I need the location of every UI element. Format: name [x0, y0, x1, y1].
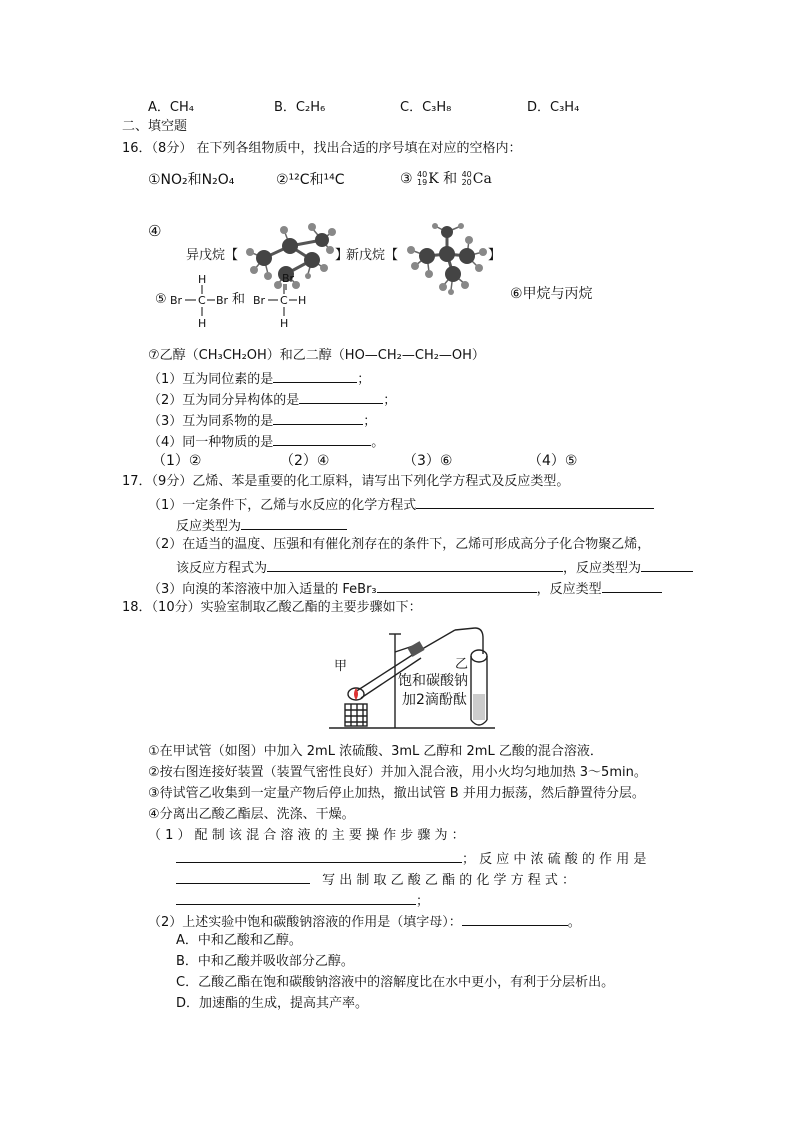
q15-option-b: B．C₂H₆ [274, 100, 326, 115]
q16-ask4-period: 。 [371, 435, 385, 450]
q17-part1-blank[interactable] [416, 494, 654, 509]
q16-item3 [400, 168, 492, 190]
q16-ask2 [148, 389, 396, 410]
q17-part3-text: （3）向溴的苯溶液中加入适量的 FeBr₃ [148, 582, 377, 597]
section-heading: 二、填空题 [122, 119, 188, 134]
q15-option-a: A．CH₄ [148, 100, 194, 115]
k-isotope-numbers [417, 171, 427, 187]
q17-part1-type [176, 515, 347, 536]
svg-text:H: H [298, 294, 307, 307]
q16-ask2-blank[interactable] [299, 389, 383, 404]
q16-ask3 [148, 410, 376, 431]
q18-stem: 18．（10分）实验室制取乙酸乙酯的主要步骤如下： [122, 600, 422, 615]
q18-part1-equation-blank[interactable] [176, 890, 416, 905]
q17-part3-blank[interactable] [377, 578, 537, 593]
q17-part2-equation-blank[interactable] [267, 557, 563, 572]
neopentane-bracket: 】 [488, 248, 502, 263]
q15-option-d: D．C₃H₄ [527, 100, 580, 115]
q18-part2-blank[interactable] [462, 911, 568, 926]
q16-item5-and: 和 [232, 292, 246, 307]
k-atomic-number: 19 [417, 178, 428, 187]
svg-text:H: H [198, 273, 207, 286]
isopentane-label: 异戊烷【 [186, 248, 239, 263]
q17-part1 [148, 494, 654, 515]
svg-text:C: C [280, 294, 288, 307]
ca-symbol: Ca [472, 171, 492, 187]
q16-ask4-text: （4）同一种物质的是 [148, 435, 274, 450]
q17-part1-text: （1）一定条件下，乙烯与水反应的化学方程式 [148, 498, 417, 513]
q17-part2-line2 [176, 557, 693, 578]
q16-item7: ⑦乙醇（CH₃CH₂OH）和乙二醇（HO—CH₂—CH₂—OH） [148, 348, 485, 363]
figure-label-yi: 乙 [455, 657, 469, 672]
q16-ask3-text: （3）互为同系物的是 [148, 414, 274, 429]
svg-text:H: H [198, 317, 207, 330]
q18-part1-line2 [176, 848, 646, 869]
q17-part1-type-text: 反应类型为 [176, 519, 242, 534]
svg-text:Br: Br [216, 294, 229, 307]
q17-part2-type-blank[interactable] [641, 557, 693, 572]
figure-label-solution-1: 饱和碳酸钠 [398, 673, 468, 689]
q16-ask3-blank[interactable] [273, 410, 363, 425]
q16-item6: ⑥甲烷与丙烷 [510, 286, 593, 302]
ca-mass: 40 [461, 170, 472, 179]
q16-ask3-semi: ； [363, 414, 377, 429]
q16-item2: ②¹²C和¹⁴C [276, 172, 345, 188]
q16-ask4 [148, 431, 384, 452]
figure-label-solution-2: 加2滴酚酞 [402, 692, 467, 708]
q18-step3: ③待试管乙收集到一定量产物后停止加热，撤出试管 B 并用力振荡，然后静置待分层。 [148, 786, 645, 801]
ca-isotope-numbers [462, 171, 472, 187]
q16-answer-1: （1）② [152, 453, 202, 469]
q18-part1-equation-text: 写 出 制 取 乙 酸 乙 酯 的 化 学 方 程 式 ： [322, 873, 575, 888]
q18-step1: ①在甲试管（如图）中加入 2mL 浓硫酸、3mL 乙醇和 2mL 乙酸的混合溶液． [148, 744, 603, 759]
q16-ask1-text: （1）互为同位素的是 [148, 372, 274, 387]
q18-step4: ④分离出乙酸乙酯层、洗涤、干燥。 [148, 807, 355, 822]
neopentane-model-image [405, 222, 490, 296]
svg-text:H: H [280, 317, 289, 330]
q16-ask1 [148, 368, 370, 389]
q18-option-d: D．加速酯的生成，提高其产率。 [176, 996, 369, 1011]
q18-part2-period: 。 [567, 915, 581, 930]
isopentane-bracket: 】 [335, 248, 349, 263]
svg-text:Br: Br [253, 294, 266, 307]
svg-text:Br: Br [282, 272, 295, 285]
dibromomethane-top-br [270, 270, 310, 290]
q16-ask1-blank[interactable] [273, 368, 357, 383]
q16-item1: ①NO₂和N₂O₄ [148, 172, 235, 188]
q17-part2-equation-text: 该反应方程式为 [176, 561, 268, 576]
q18-part1-semi: ； [416, 894, 430, 909]
q18-option-a: A．中和乙酸和乙醇。 [176, 933, 302, 948]
q17-part3-type-blank[interactable] [602, 578, 662, 593]
q18-part1-line4 [176, 890, 429, 911]
q17-part1-type-blank[interactable] [241, 515, 347, 530]
q16-answer-3: （3）⑥ [403, 453, 453, 469]
q16-item3-and: 和 [443, 171, 458, 187]
q17-part3-type-text: ，反应类型 [536, 582, 602, 597]
q17-part3 [148, 578, 662, 599]
k-mass: 40 [417, 170, 428, 179]
q16-answer-4: （4）⑤ [528, 453, 578, 469]
q17-part2-type-text: ，反应类型为 [563, 561, 642, 576]
q16-ask1-semi: ； [357, 372, 371, 387]
q16-item3-number: ③ [400, 171, 413, 187]
q18-part1-acid-blank[interactable] [176, 869, 310, 884]
q18-option-c: C．乙酸乙酯在饱和碳酸钠溶液中的溶解度比在水中更小，有利于分层析出。 [176, 975, 615, 990]
q15-option-c: C．C₃H₈ [400, 100, 452, 115]
q16-stem: 16．（8分） 在下列各组物质中，找出合适的序号填在对应的空格内： [122, 141, 522, 156]
q17-stem: 17．（9分）乙烯、苯是重要的化工原料，请写出下列化学方程式及反应类型。 [122, 474, 570, 489]
svg-text:C: C [198, 294, 206, 307]
svg-text:Br: Br [170, 294, 183, 307]
q16-answer-2: （2）④ [280, 453, 330, 469]
q17-part2: （2）在适当的温度、压强和有催化剂存在的条件下，乙烯可形成高分子化合物聚乙烯， [148, 537, 651, 552]
k-symbol: K [428, 171, 439, 187]
q16-item5-number: ⑤ [155, 292, 167, 307]
ca-atomic-number: 20 [461, 178, 472, 187]
neopentane-label: 新戊烷【 [346, 248, 399, 263]
q18-part2 [148, 911, 581, 932]
q16-ask4-blank[interactable] [273, 431, 371, 446]
q16-ask2-text: （2）互为同分异构体的是 [148, 393, 300, 408]
q18-part1-line3 [176, 869, 575, 890]
q16-ask2-semi: ； [383, 393, 397, 408]
q18-part1-line1: （ 1 ） 配 制 该 混 合 溶 液 的 主 要 操 作 步 骤 为 ： [148, 828, 465, 843]
q16-item4-number: ④ [148, 222, 162, 240]
q18-option-b: B．中和乙酸并吸收部分乙醇。 [176, 954, 354, 969]
q18-part1-steps-blank[interactable] [176, 848, 462, 863]
q18-part1-acid-text: ； 反 应 中 浓 硫 酸 的 作 用 是 [462, 852, 647, 867]
q18-part2-text: （2）上述实验中饱和碳酸钠溶液的作用是（填字母）： [148, 915, 462, 930]
q18-step2: ②按右图连接好装置（装置气密性良好）并加入混合液，用小火均匀地加热 3～5min。 [148, 765, 647, 780]
figure-label-jia: 甲 [334, 659, 348, 674]
